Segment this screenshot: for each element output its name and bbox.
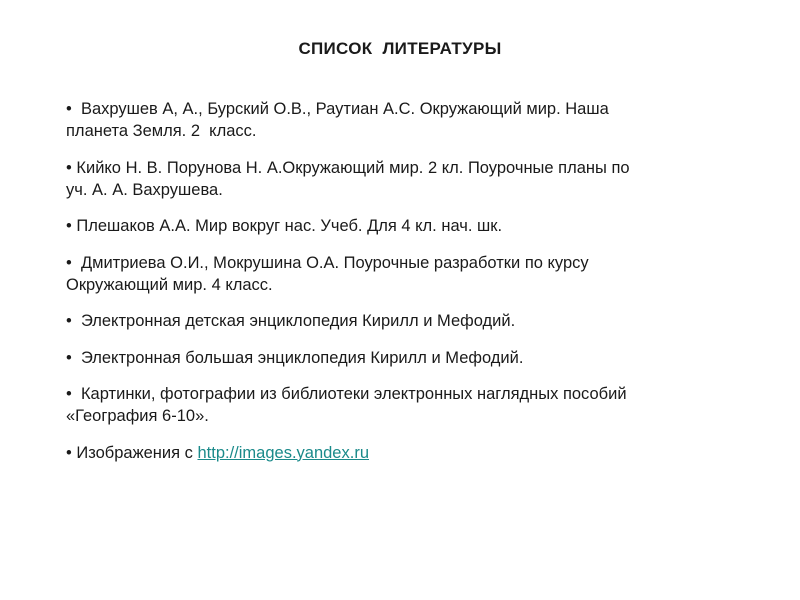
reference-line: «География 6-10». xyxy=(66,407,209,425)
reference-item xyxy=(66,310,756,332)
reference-item xyxy=(66,98,756,142)
reference-item-images xyxy=(66,442,756,464)
reference-line: • Кийко Н. В. Порунова Н. А.Окружающий мир. 2 кл. Поурочные планы по xyxy=(66,158,630,177)
reference-line: • Плешаков А.А. Мир вокруг нас. Учеб. Для 4 кл. нач. шк. xyxy=(66,217,503,235)
reference-item xyxy=(66,215,756,237)
reference-list xyxy=(66,98,756,478)
reference-item xyxy=(66,383,756,427)
reference-item xyxy=(66,347,756,369)
reference-item xyxy=(66,252,756,296)
reference-line: • Дмитриева О.И., Мокрушина О.А. Поурочные разработки по курсу xyxy=(66,253,589,272)
reference-line: Окружающий мир. 4 класс. xyxy=(66,275,273,294)
reference-line: уч. А. А. Вахрушева. xyxy=(66,180,223,199)
reference-item xyxy=(66,157,756,201)
reference-line: • Электронная детская энциклопедия Кирилл и Мефодий. xyxy=(66,312,516,330)
yandex-images-link[interactable]: http://images.yandex.ru xyxy=(197,443,369,462)
reference-line: • Вахрушев А, А., Бурский О.В., Раутиан А.С. Окружающий мир. Наша xyxy=(66,100,609,118)
reference-line: планета Земля. 2 класс. xyxy=(66,122,257,140)
page-title: СПИСОК ЛИТЕРАТУРЫ xyxy=(298,39,502,58)
reference-line: • Электронная большая энциклопедия Кирилл и Мефодий. xyxy=(66,348,524,367)
reference-prefix: • Изображения с xyxy=(66,443,198,462)
reference-line: • Картинки, фотографии из библиотеки электронных наглядных пособий xyxy=(66,385,627,403)
